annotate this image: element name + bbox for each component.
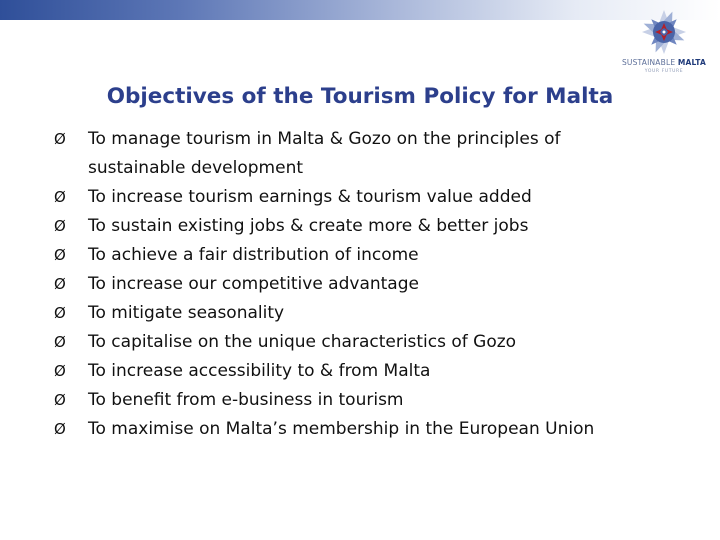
objectives-list (54, 125, 694, 444)
list-item-text: To achieve a fair distribution of income (88, 245, 419, 265)
maltese-cross-emblem-icon (638, 8, 690, 58)
list-item-text: To capitalise on the unique characteristics of Gozo (88, 332, 517, 352)
list-item-text: To increase our competitive advantage (88, 274, 419, 294)
list-item (54, 125, 694, 183)
list-item (54, 386, 694, 415)
list-item (54, 328, 694, 357)
list-item-text: To mitigate seasonality (88, 303, 285, 323)
list-item (54, 357, 694, 386)
arrow-bullet-icon: Ø (54, 391, 66, 409)
arrow-bullet-icon: Ø (54, 130, 66, 148)
list-item-text: To benefit from e-business in tourism (88, 390, 404, 410)
list-item-text: To manage tourism in Malta & Gozo on the principles of sustainable development (88, 129, 561, 178)
header-gradient-bar (0, 0, 720, 20)
arrow-bullet-icon: Ø (54, 333, 66, 351)
logo-wordmark-bold: MALTA (677, 58, 707, 67)
logo-wordmark (618, 58, 710, 67)
list-item-text: To increase tourism earnings & tourism value added (88, 187, 532, 207)
list-item (54, 415, 694, 444)
arrow-bullet-icon: Ø (54, 275, 66, 293)
list-item (54, 183, 694, 212)
list-item-text: To sustain existing jobs & create more & better jobs (88, 216, 529, 236)
arrow-bullet-icon: Ø (54, 217, 66, 235)
list-item (54, 241, 694, 270)
list-item (54, 270, 694, 299)
arrow-bullet-icon: Ø (54, 188, 66, 206)
list-item-text: To maximise on Malta’s membership in the European Union (88, 419, 595, 439)
logo-tagline: YOUR FUTURE (644, 69, 684, 74)
arrow-bullet-icon: Ø (54, 362, 66, 380)
list-item (54, 299, 694, 328)
slide-title: Objectives of the Tourism Policy for Malta (106, 84, 614, 109)
arrow-bullet-icon: Ø (54, 246, 66, 264)
arrow-bullet-icon: Ø (54, 420, 66, 438)
arrow-bullet-icon: Ø (54, 304, 66, 322)
list-item-text: To increase accessibility to & from Malta (88, 361, 431, 381)
sustainable-malta-logo (618, 8, 710, 80)
list-item (54, 212, 694, 241)
logo-wordmark-light: SUSTAINABLE (621, 58, 678, 67)
